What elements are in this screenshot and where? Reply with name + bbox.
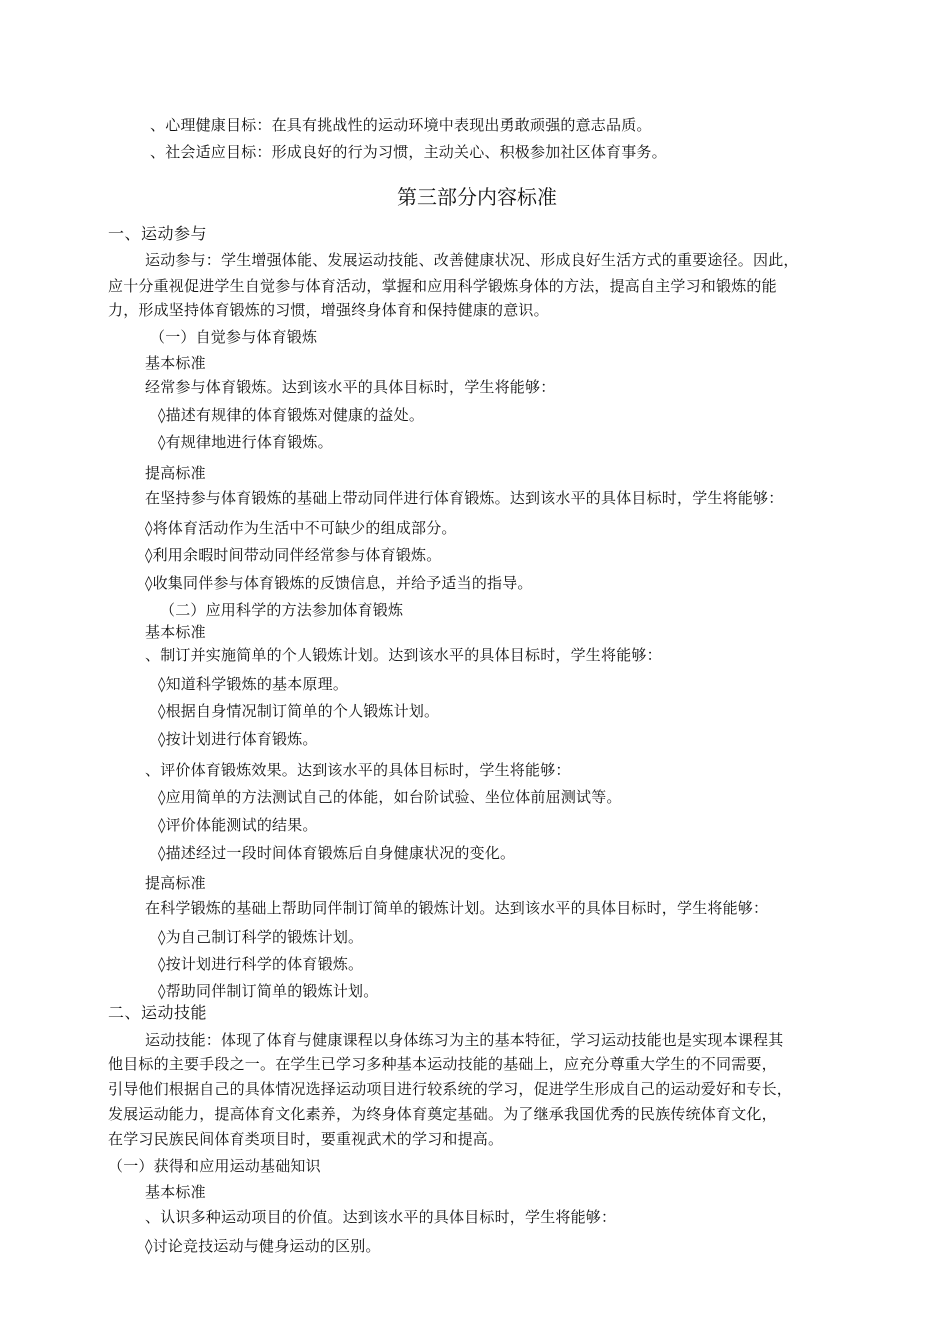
- basic-standard-label: 基本标准: [145, 623, 206, 641]
- section-heading-sport-skills: 二、运动技能: [108, 1003, 208, 1022]
- advanced-standard-description: 在坚持参与体育锻炼的基础上带动同伴进行体育锻炼。达到该水平的具体目标时，学生将能够：: [145, 489, 784, 507]
- section-heading-sport-participation: 一、运动参与: [108, 224, 208, 243]
- section2-paragraph-line: 运动技能：体现了体育与健康课程以身体练习为主的基本特征，学习运动技能也是实现本课程其: [145, 1031, 784, 1049]
- goal-statement: 、评价体育锻炼效果。达到该水平的具体目标时，学生将能够：: [145, 761, 571, 779]
- list-item: ◊知道科学锻炼的基本原理。: [158, 675, 349, 693]
- section2-paragraph-line: 引导他们根据自己的具体情况选择运动项目进行较系统的学习，促进学生形成自己的运动爱好和专长，: [108, 1080, 793, 1098]
- list-item: ◊为自己制订科学的锻炼计划。: [158, 928, 364, 946]
- section1-paragraph-line: 应十分重视促进学生自觉参与体育活动，掌握和应用科学锻炼身体的方法，提高自主学习和锻炼的能: [108, 277, 777, 295]
- list-item: ◊描述经过一段时间体育锻炼后自身健康状况的变化。: [158, 844, 516, 862]
- basic-standard-description: 经常参与体育锻炼。达到该水平的具体目标时，学生将能够：: [145, 378, 556, 396]
- list-item: ◊讨论竞技运动与健身运动的区别。: [145, 1237, 381, 1255]
- list-item: ◊利用余暇时间带动同伴经常参与体育锻炼。: [145, 546, 442, 564]
- list-item: ◊评价体能测试的结果。: [158, 816, 318, 834]
- list-item: ◊描述有规律的体育锻炼对健康的益处。: [158, 406, 425, 424]
- subsection-heading: （一）获得和应用运动基础知识: [108, 1157, 321, 1175]
- section2-paragraph-line: 他目标的主要手段之一。在学生已学习多种基本运动技能的基础上，应充分尊重大学生的不同需要，: [108, 1055, 777, 1073]
- advanced-standard-description: 在科学锻炼的基础上帮助同伴制订简单的锻炼计划。达到该水平的具体目标时，学生将能够：: [145, 899, 769, 917]
- section2-paragraph-line: 在学习民族民间体育类项目时，要重视武术的学习和提高。: [108, 1130, 504, 1148]
- list-item: ◊应用简单的方法测试自己的体能，如台阶试验、坐位体前屈测试等。: [158, 788, 622, 806]
- part-title: 第三部分内容标准: [397, 185, 557, 209]
- goal-statement: 、认识多种运动项目的价值。达到该水平的具体目标时，学生将能够：: [145, 1208, 617, 1226]
- subsection-heading: （二）应用科学的方法参加体育锻炼: [160, 601, 404, 619]
- section2-paragraph-line: 发展运动能力，提高体育文化素养，为终身体育奠定基础。为了继承我国优秀的民族传统体育文化，: [108, 1105, 777, 1123]
- list-item: ◊将体育活动作为生活中不可缺少的组成部分。: [145, 519, 457, 537]
- psychological-goal-item: 、心理健康目标：在具有挑战性的运动环境中表现出勇敢顽强的意志品质。: [150, 116, 652, 134]
- section1-paragraph-line: 运动参与：学生增强体能、发展运动技能、改善健康状况、形成良好生活方式的重要途径。因此，: [145, 251, 799, 269]
- advanced-standard-label: 提高标准: [145, 874, 206, 892]
- goal-statement: 、制订并实施简单的个人锻炼计划。达到该水平的具体目标时，学生将能够：: [145, 646, 662, 664]
- section1-paragraph-line: 力，形成坚持体育锻炼的习惯，增强终身体育和保持健康的意识。: [108, 301, 549, 319]
- list-item: ◊帮助同伴制订简单的锻炼计划。: [158, 982, 379, 1000]
- list-item: ◊根据自身情况制订简单的个人锻炼计划。: [158, 702, 440, 720]
- basic-standard-label: 基本标准: [145, 354, 206, 372]
- list-item: ◊按计划进行体育锻炼。: [158, 730, 318, 748]
- list-item: ◊收集同伴参与体育锻炼的反馈信息，并给予适当的指导。: [145, 574, 533, 592]
- advanced-standard-label: 提高标准: [145, 464, 206, 482]
- list-item: ◊按计划进行科学的体育锻炼。: [158, 955, 364, 973]
- social-goal-item: 、社会适应目标：形成良好的行为习惯，主动关心、积极参加社区体育事务。: [150, 143, 667, 161]
- subsection-heading: （一）自觉参与体育锻炼: [150, 328, 318, 346]
- list-item: ◊有规律地进行体育锻炼。: [158, 433, 333, 451]
- basic-standard-label: 基本标准: [145, 1183, 206, 1201]
